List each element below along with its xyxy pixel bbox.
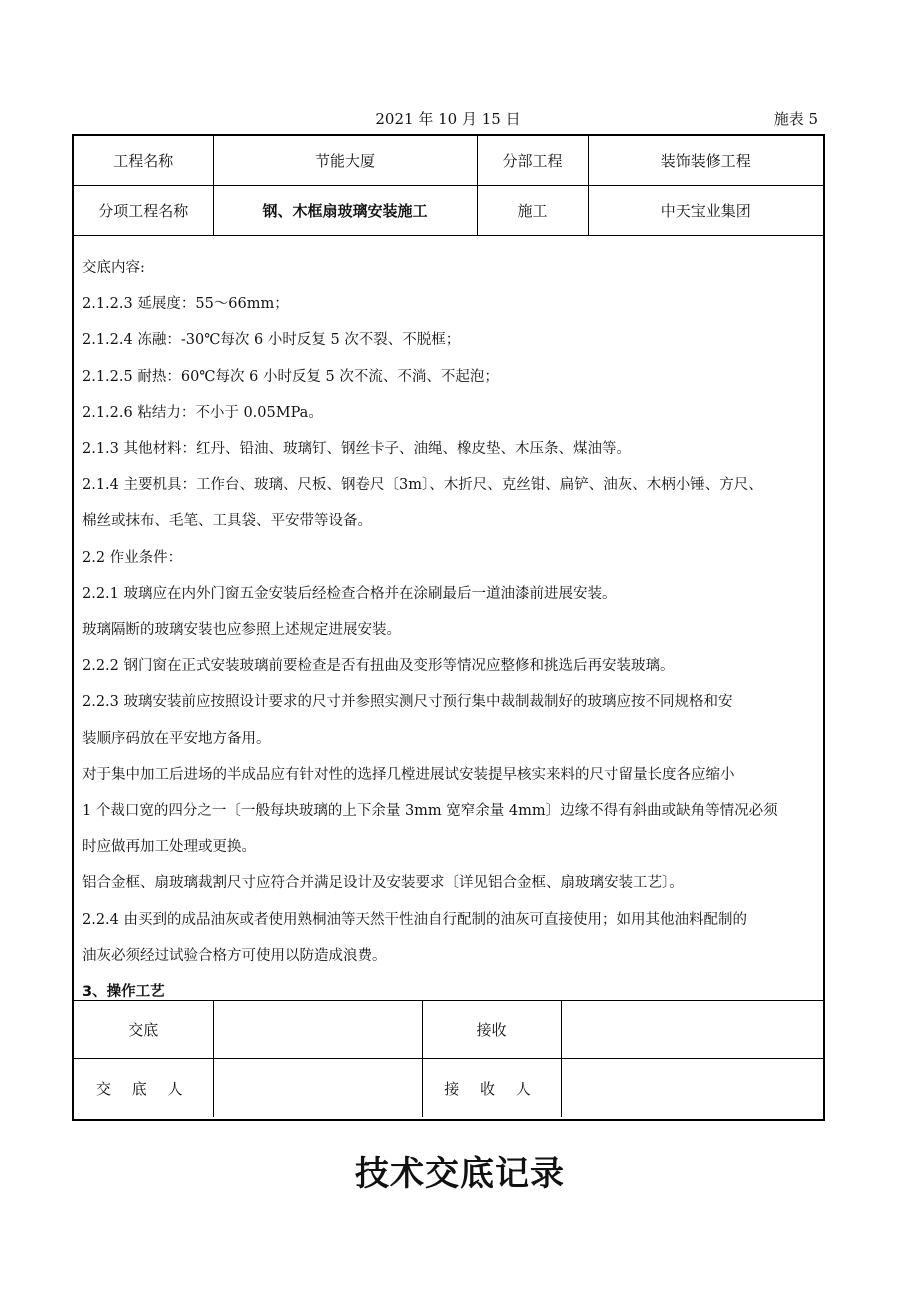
form-number: 施表 5 [773, 110, 818, 128]
content-line: 2.1.3 其他材料：红丹、铅油、玻璃钉、钢丝卡子、油绳、橡皮垫、木压条、煤油等。 [82, 441, 632, 458]
receive-label: 接收 [422, 1000, 561, 1059]
content-line: 2.2.1 玻璃应在内外门窗五金安装后经检查合格并在涂刷最后一道油漆前进展安装。 [82, 585, 617, 602]
subitem-label: 分项工程名称 [74, 186, 213, 236]
content-line: 装顺序码放在平安地方备用。 [82, 730, 271, 747]
section-3-heading: 3、操作工艺 [82, 984, 165, 1001]
content-lines [74, 240, 823, 1010]
content-line: 2.1.2.4 冻融：-30℃每次 6 小时反复 5 次不裂、不脱框； [82, 332, 461, 349]
division-label: 分部工程 [477, 136, 588, 186]
handover-label: 交底 [74, 1000, 213, 1059]
info-table [74, 136, 823, 236]
signature-row-persons [74, 1059, 823, 1118]
content-line: 棉丝或抹布、毛笔、工具袋、平安带等设备。 [82, 513, 372, 530]
content-line: 1 个裁口宽的四分之一〔一般每块玻璃的上下余量 3mm 宽窄余量 4mm〕边缘不得有斜曲或缺角等情况必须 [82, 803, 778, 820]
construction-unit-value: 中天宝业集团 [588, 186, 823, 236]
receive-blank[interactable] [561, 1000, 823, 1059]
info-row-subitem [74, 186, 823, 236]
record-date: 2021 年 10 月 15 日 [375, 110, 521, 128]
project-name-value: 节能大厦 [213, 136, 477, 186]
division-value: 装饰装修工程 [588, 136, 823, 186]
content-line: 交底内容: [82, 260, 145, 276]
content-line: 铝合金框、扇玻璃裁割尺寸应符合并满足设计及安装要求〔详见铝合金框、扇玻璃安装工艺〕。 [82, 875, 684, 892]
content-line: 2.1.2.5 耐热：60℃每次 6 小时反复 5 次不流、不淌、不起泡； [82, 368, 499, 385]
content-line: 2.2.2 钢门窗在正式安装玻璃前要检查是否有扭曲及变形等情况应整修和挑选后再安装玻璃。 [82, 658, 675, 675]
project-name-label: 工程名称 [74, 136, 213, 186]
content-line: 2.1.2.3 延展度：55～66mm； [82, 296, 289, 313]
content-line: 2.2 作业条件： [82, 549, 183, 566]
handover-person-label: 交 底 人 [74, 1059, 213, 1118]
handover-content [74, 240, 823, 1001]
content-line: 2.1.2.6 粘结力：不小于 0.05MPa。 [82, 404, 323, 421]
signature-row-headings [74, 1000, 823, 1059]
content-line: 2.1.4 主要机具：工作台、玻璃、尺板、钢卷尺〔3m〕、木折尺、克丝钳、扁铲、油灰、木柄小锤、方尺、 [82, 477, 763, 494]
record-frame [72, 134, 825, 1121]
document-title: 技术交底记录 [355, 1154, 565, 1194]
content-line: 时应做再加工处理或更换。 [82, 839, 256, 856]
receiver-blank[interactable] [561, 1059, 823, 1118]
content-line: 玻璃隔断的玻璃安装也应参照上述规定进展安装。 [82, 622, 401, 639]
construction-label: 施工 [477, 186, 588, 236]
receiver-label: 接 收 人 [422, 1059, 561, 1118]
content-line: 油灰必须经过试验合格方可使用以防造成浪费。 [82, 947, 387, 964]
subitem-value: 钢、木框扇玻璃安装施工 [213, 186, 477, 236]
signature-table [74, 1000, 823, 1117]
handover-blank[interactable] [213, 1000, 422, 1059]
content-line: 2.2.3 玻璃安装前应按照设计要求的尺寸并参照实测尺寸预行集中裁制裁制好的玻璃应按不同规格和安 [82, 694, 733, 711]
content-line: 2.2.4 由买到的成品油灰或者使用熟桐油等天然干性油自行配制的油灰可直接使用；如用其他油料配制的 [82, 911, 747, 928]
handover-person-blank[interactable] [213, 1059, 422, 1118]
content-line: 对于集中加工后进场的半成品应有针对性的选择几樘进展试安装提早核实来料的尺寸留量长度各应缩小 [82, 766, 735, 783]
header-row [72, 106, 824, 130]
info-row-project [74, 136, 823, 186]
